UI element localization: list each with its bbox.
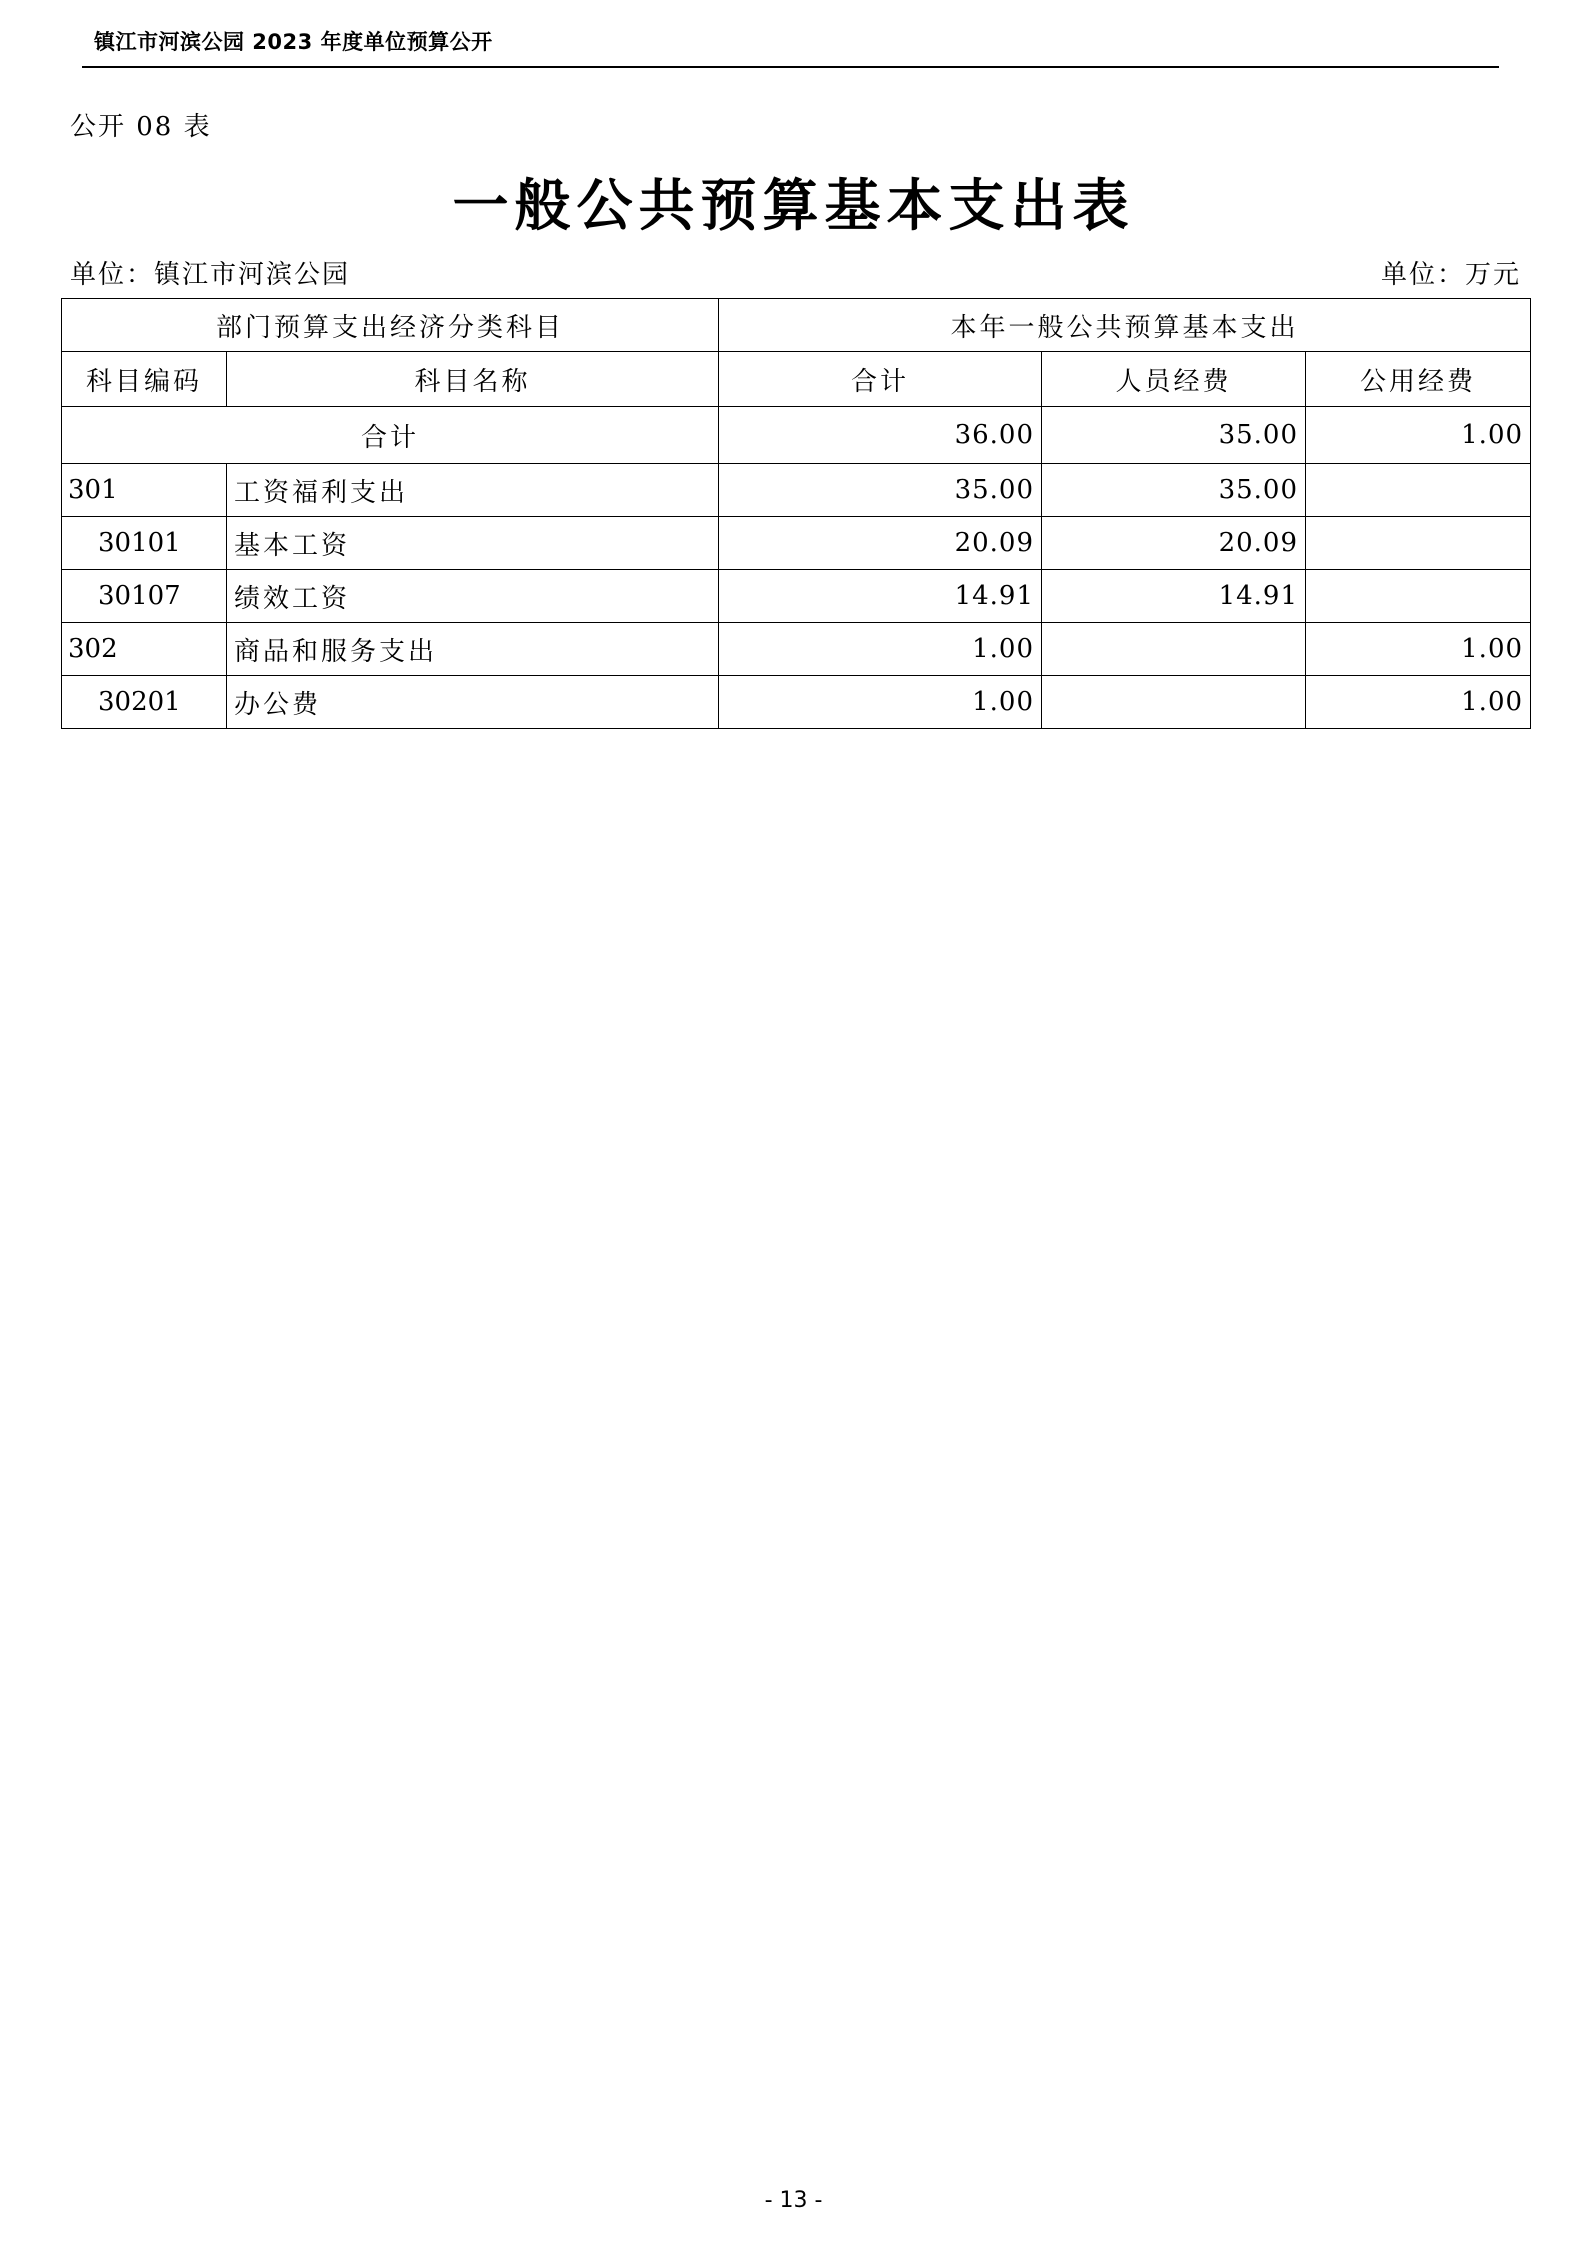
group-header-row [62, 299, 1531, 352]
header-rule [82, 66, 1499, 68]
page-number: - 13 - [764, 2188, 823, 2213]
column-header-name: 科目名称 [227, 352, 719, 407]
page-title: 一般公共预算基本支出表 [452, 173, 1135, 239]
column-header-public: 公用经费 [1306, 352, 1531, 407]
column-header-personnel: 人员经费 [1042, 352, 1306, 407]
row-code: 30201 [62, 676, 227, 729]
row-code: 301 [62, 464, 227, 517]
row-total: 14.91 [719, 570, 1042, 623]
row-total: 1.00 [719, 623, 1042, 676]
total-row-public: 1.00 [1306, 407, 1531, 464]
group-header-classification: 部门预算支出经济分类科目 [62, 299, 719, 352]
row-name: 办公费 [227, 676, 719, 729]
total-row [62, 407, 1531, 464]
row-personnel [1042, 623, 1306, 676]
total-row-total: 36.00 [719, 407, 1042, 464]
column-header-row [62, 352, 1531, 407]
row-name: 工资福利支出 [227, 464, 719, 517]
table-row [62, 570, 1531, 623]
row-personnel [1042, 676, 1306, 729]
group-header-expenditure: 本年一般公共预算基本支出 [719, 299, 1531, 352]
row-code: 30107 [62, 570, 227, 623]
row-name: 商品和服务支出 [227, 623, 719, 676]
column-header-code: 科目编码 [62, 352, 227, 407]
unit-currency: 单位：万元 [1380, 260, 1521, 290]
total-row-label: 合计 [62, 407, 719, 464]
row-code: 30101 [62, 517, 227, 570]
table-row [62, 676, 1531, 729]
row-total: 35.00 [719, 464, 1042, 517]
budget-table [61, 298, 1531, 729]
total-row-personnel: 35.00 [1042, 407, 1306, 464]
unit-organization: 单位：镇江市河滨公园 [70, 260, 351, 290]
row-public [1306, 570, 1531, 623]
table-row [62, 464, 1531, 517]
row-personnel: 35.00 [1042, 464, 1306, 517]
row-personnel: 20.09 [1042, 517, 1306, 570]
table-number: 公开 08 表 [70, 112, 212, 142]
row-personnel: 14.91 [1042, 570, 1306, 623]
row-total: 1.00 [719, 676, 1042, 729]
row-name: 基本工资 [227, 517, 719, 570]
table-row [62, 517, 1531, 570]
row-public [1306, 464, 1531, 517]
running-header: 镇江市河滨公园 2023 年度单位预算公开 [94, 30, 493, 54]
row-public: 1.00 [1306, 623, 1531, 676]
table-row [62, 623, 1531, 676]
row-code: 302 [62, 623, 227, 676]
row-name: 绩效工资 [227, 570, 719, 623]
column-header-total: 合计 [719, 352, 1042, 407]
row-public: 1.00 [1306, 676, 1531, 729]
row-total: 20.09 [719, 517, 1042, 570]
row-public [1306, 517, 1531, 570]
